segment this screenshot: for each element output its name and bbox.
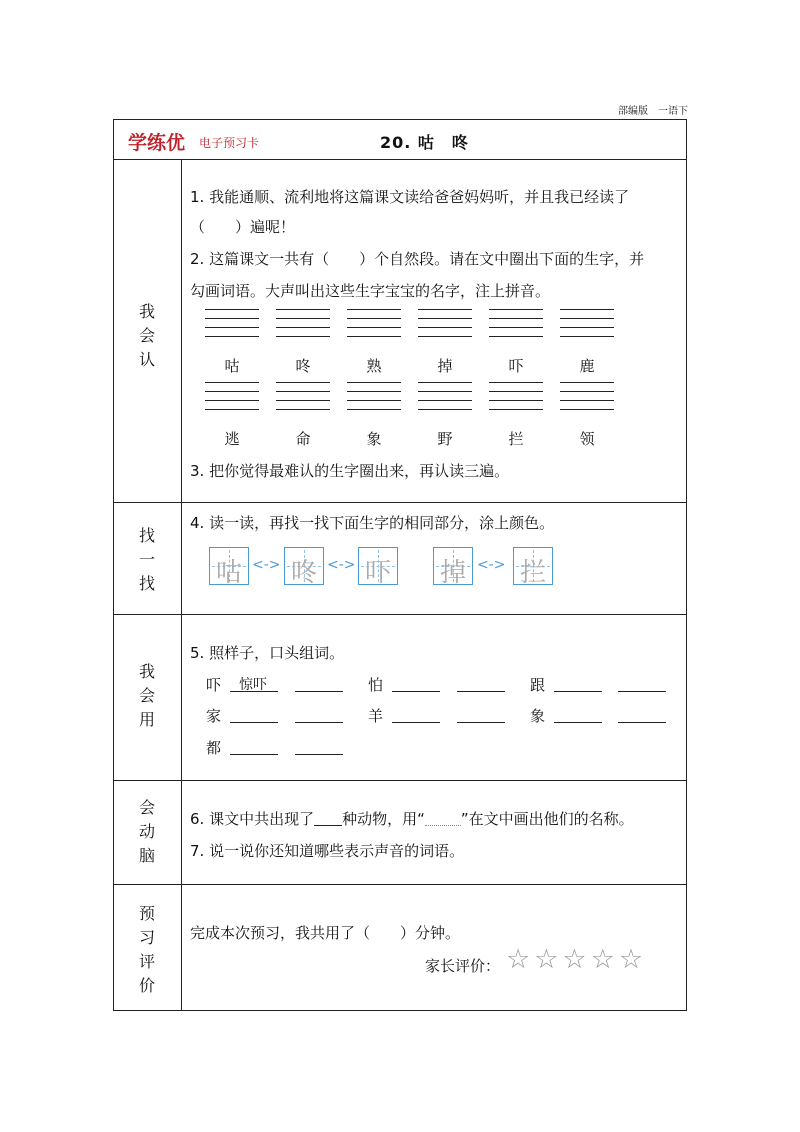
character: 命 (295, 430, 311, 448)
pinyin-lines (560, 382, 614, 418)
character: 咚 (295, 357, 311, 375)
example-word: 惊吓 (239, 677, 267, 693)
answer-blank[interactable] (554, 722, 602, 723)
tianzige-box[interactable] (433, 547, 473, 588)
answer-blank[interactable] (618, 722, 666, 723)
pinyin-lines (418, 309, 472, 345)
section-label-find: 找 一 找 (138, 526, 155, 593)
pinyin-lines (276, 382, 330, 418)
question-7: 7. 说一说你还知道哪些表示声音的词语。 (190, 842, 465, 860)
section-label-use: 我 会 用 (138, 662, 155, 729)
section-label-think: 会 动 脑 (138, 798, 155, 865)
trace-character: 咕 (215, 558, 242, 588)
answer-blank[interactable] (314, 811, 342, 826)
character: 逃 (224, 430, 240, 448)
trace-character: 吓 (364, 558, 391, 588)
character: 拦 (508, 430, 524, 448)
pinyin-lines (347, 309, 401, 345)
question-3: 3. 把你觉得最难认的生字圈出来，再认读三遍。 (190, 462, 510, 480)
trace-character: 掉 (439, 558, 466, 588)
divider (113, 884, 687, 885)
word-char: 家 (206, 707, 222, 725)
answer-blank[interactable] (392, 691, 440, 692)
pinyin-lines (489, 309, 543, 345)
pinyin-lines (418, 382, 472, 418)
question-2-line: 勾画词语。大声叫出这些生字宝宝的名字，注上拼音。 (190, 282, 551, 300)
answer-blank[interactable] (230, 722, 278, 723)
answer-blank[interactable] (457, 722, 505, 723)
answer-blank[interactable] (295, 754, 343, 755)
section-label-recognize: 我 会 认 (138, 302, 155, 369)
character: 掉 (437, 357, 453, 375)
character: 咕 (224, 357, 240, 375)
question-6-part: 6. 课文中共出现了 (190, 810, 315, 828)
answer-blank[interactable] (295, 722, 343, 723)
edition-label: 部编版 一语下 (618, 106, 688, 117)
character: 鹿 (579, 357, 595, 375)
word-char: 跟 (530, 676, 546, 694)
word-char: 象 (530, 707, 546, 725)
tianzige-box[interactable] (284, 547, 324, 588)
word-char: 都 (206, 739, 222, 757)
pinyin-lines (347, 382, 401, 418)
question-6-part: 种动物，用“ (342, 810, 425, 828)
word-char: 怕 (368, 676, 384, 694)
character: 熟 (366, 357, 382, 375)
question-6 (190, 808, 634, 829)
review-duration: 完成本次预习，我共用了（ ）分钟。 (190, 924, 461, 942)
answer-blank[interactable] (618, 691, 666, 692)
tianzige-box[interactable] (513, 547, 553, 588)
question-1-line: （ ）遍呢！ (190, 218, 296, 236)
lesson-title: 20. 咕 咚 (380, 133, 469, 152)
word-char: 羊 (368, 707, 384, 725)
answer-blank[interactable] (392, 722, 440, 723)
answer-blank[interactable] (230, 691, 278, 692)
double-arrow-icon: <-> (477, 557, 506, 573)
answer-blank[interactable] (457, 691, 505, 692)
divider (113, 502, 687, 503)
tianzige-box[interactable] (358, 547, 398, 588)
character: 野 (437, 430, 453, 448)
question-4: 4. 读一读，再找一找下面生字的相同部分，涂上颜色。 (190, 514, 555, 532)
word-char: 吓 (206, 676, 222, 694)
answer-blank[interactable] (554, 691, 602, 692)
character: 领 (579, 430, 595, 448)
question-6-part: ”在文中画出他们的名称。 (460, 810, 634, 828)
pinyin-lines (276, 309, 330, 345)
divider (113, 780, 687, 781)
question-2-line: 2. 这篇课文一共有（ ）个自然段。请在文中圈出下面的生字，并 (190, 250, 645, 268)
column-divider (181, 160, 182, 1011)
character: 吓 (508, 357, 524, 375)
trace-character: 咚 (290, 558, 317, 588)
question-1-line: 1. 我能通顺、流利地将这篇课文读给爸爸妈妈听，并且我已经读了 (190, 188, 630, 206)
divider (113, 614, 687, 615)
double-arrow-icon: <-> (252, 557, 281, 573)
trace-character: 拦 (519, 558, 546, 588)
tianzige-box[interactable] (209, 547, 249, 588)
brand-title: 学练优 (128, 132, 186, 154)
divider (113, 159, 687, 160)
pinyin-lines (489, 382, 543, 418)
character: 象 (366, 430, 382, 448)
answer-blank[interactable] (295, 691, 343, 692)
brand-subtitle: 电子预习卡 (199, 136, 260, 150)
parent-rating-label: 家长评价： (425, 957, 501, 975)
star-rating-icon[interactable]: ☆☆☆☆☆ (506, 944, 648, 975)
pinyin-lines (205, 309, 259, 345)
pinyin-lines (205, 382, 259, 418)
double-arrow-icon: <-> (327, 557, 356, 573)
question-5: 5. 照样子，口头组词。 (190, 644, 345, 662)
section-label-review: 预 习 评 价 (138, 904, 155, 995)
answer-blank[interactable] (230, 754, 278, 755)
pinyin-lines (560, 309, 614, 345)
wavy-line-sample (425, 811, 461, 826)
